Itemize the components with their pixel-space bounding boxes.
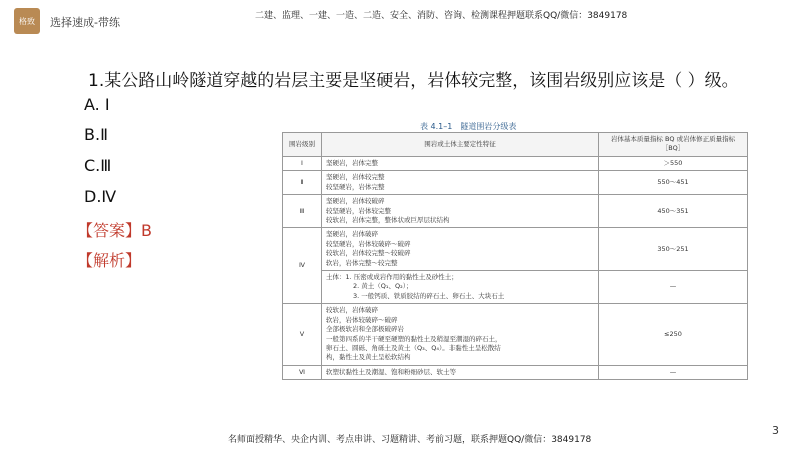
features-cell [322, 195, 599, 228]
grade-cell: Ⅳ [283, 228, 322, 304]
header-grade: 围岩级别 [283, 133, 322, 157]
feature-line: 卵石土、圆砾、角砾土及黄土（Q₃、Q₄）。非黏性土呈松散结 [326, 344, 501, 353]
table-header-row [283, 133, 748, 157]
feature-line: 较软岩，岩体破碎 [326, 306, 378, 315]
page-number: 3 [772, 424, 779, 437]
grade-cell: Ⅰ [283, 156, 322, 170]
feature-line: 坚硬岩，岩体完整 [326, 158, 378, 167]
table-row [283, 304, 748, 366]
bq-cell: ≤250 [599, 304, 748, 366]
feature-line: 全部极软岩和全部极破碎岩 [326, 325, 404, 334]
features-cell [322, 304, 599, 366]
table-row [283, 228, 748, 271]
option-c[interactable]: C.Ⅲ [84, 156, 112, 175]
feature-line: 软岩，岩体较破碎～破碎 [326, 315, 398, 324]
bq-cell: — [599, 271, 748, 304]
feature-line: 较坚硬岩，岩体完整 [326, 182, 385, 191]
question-text: 1.某公路山岭隧道穿越的岩层主要是坚硬岩，岩体较完整，该围岩级别应该是（ ）级。 [88, 71, 739, 91]
feature-line: 2. 黄土（Q₁、Q₂）； [353, 282, 413, 291]
feature-line: 土体：1. 压密或成岩作用的黏性土及砂性土； [326, 273, 458, 282]
bq-cell: 350～251 [599, 228, 748, 271]
bq-cell: ＞550 [599, 156, 748, 170]
features-cell [322, 228, 599, 271]
feature-line: 较软岩，岩体较完整～较破碎 [326, 249, 411, 258]
bq-cell: 550～451 [599, 171, 748, 195]
grade-cell: Ⅵ [283, 365, 322, 379]
section-title: 选择速成-带练 [50, 16, 120, 29]
feature-line: 软岩，岩体完整～较完整 [326, 258, 398, 267]
bq-cell: — [599, 365, 748, 379]
feature-line: 坚硬岩，岩体破碎 [326, 230, 378, 239]
feature-line: 构，黏性土及黄土呈松软结构 [326, 353, 411, 362]
option-a[interactable]: A. Ⅰ [84, 95, 110, 114]
table-row [283, 365, 748, 379]
table-row [283, 156, 748, 170]
analysis-label: 【解析】 [77, 251, 142, 270]
features-cell [322, 271, 599, 304]
option-d[interactable]: D.Ⅳ [84, 187, 117, 206]
answer-label: 【答案】B [77, 221, 152, 240]
bq-cell: 450～351 [599, 195, 748, 228]
feature-line: 较坚硬岩，岩体较破碎～破碎 [326, 239, 411, 248]
rock-classification-table [282, 132, 748, 380]
table-row [283, 195, 748, 228]
option-b[interactable]: B.Ⅱ [84, 125, 108, 144]
features-cell [322, 156, 599, 170]
feature-line: 较软岩，岩体完整，整体状或巨厚层状结构 [326, 215, 450, 224]
header-bq: 岩体基本质量指标 BQ 或岩体修正质量指标［BQ］ [599, 133, 748, 157]
brand-logo: 格致 [14, 8, 40, 34]
grade-cell: Ⅲ [283, 195, 322, 228]
bottom-banner: 名师面授精华、央企内训、考点串讲、习题精讲、考前习题，联系押题QQ/微信：3849178 [228, 435, 592, 445]
header-features: 围岩或土体主要定性特征 [322, 133, 599, 157]
table-row [283, 271, 748, 304]
features-cell [322, 365, 599, 379]
feature-line: 3. 一般钙质、铁质胶结的碎石土、卵石土、大块石土 [353, 291, 505, 300]
grade-cell: Ⅴ [283, 304, 322, 366]
table-caption: 表 4.1–1 隧道围岩分级表 [420, 122, 517, 131]
grade-cell: Ⅱ [283, 171, 322, 195]
top-banner: 二建、监理、一建、一造、二造、安全、消防、咨询、检测课程押题联系QQ/微信：3849178 [255, 11, 628, 21]
table-row [283, 171, 748, 195]
feature-line: 坚硬岩，岩体较完整 [326, 173, 385, 182]
feature-line: 较坚硬岩，岩体较完整 [326, 206, 391, 215]
features-cell [322, 171, 599, 195]
feature-line: 一般第四系的半干硬至硬塑的黏性土及稍湿至潮湿的碎石土， [326, 334, 502, 343]
feature-line: 坚硬岩，岩体较破碎 [326, 197, 385, 206]
feature-line: 软塑状黏性土及潮湿、饱和粉细砂层、软土等 [326, 367, 456, 376]
